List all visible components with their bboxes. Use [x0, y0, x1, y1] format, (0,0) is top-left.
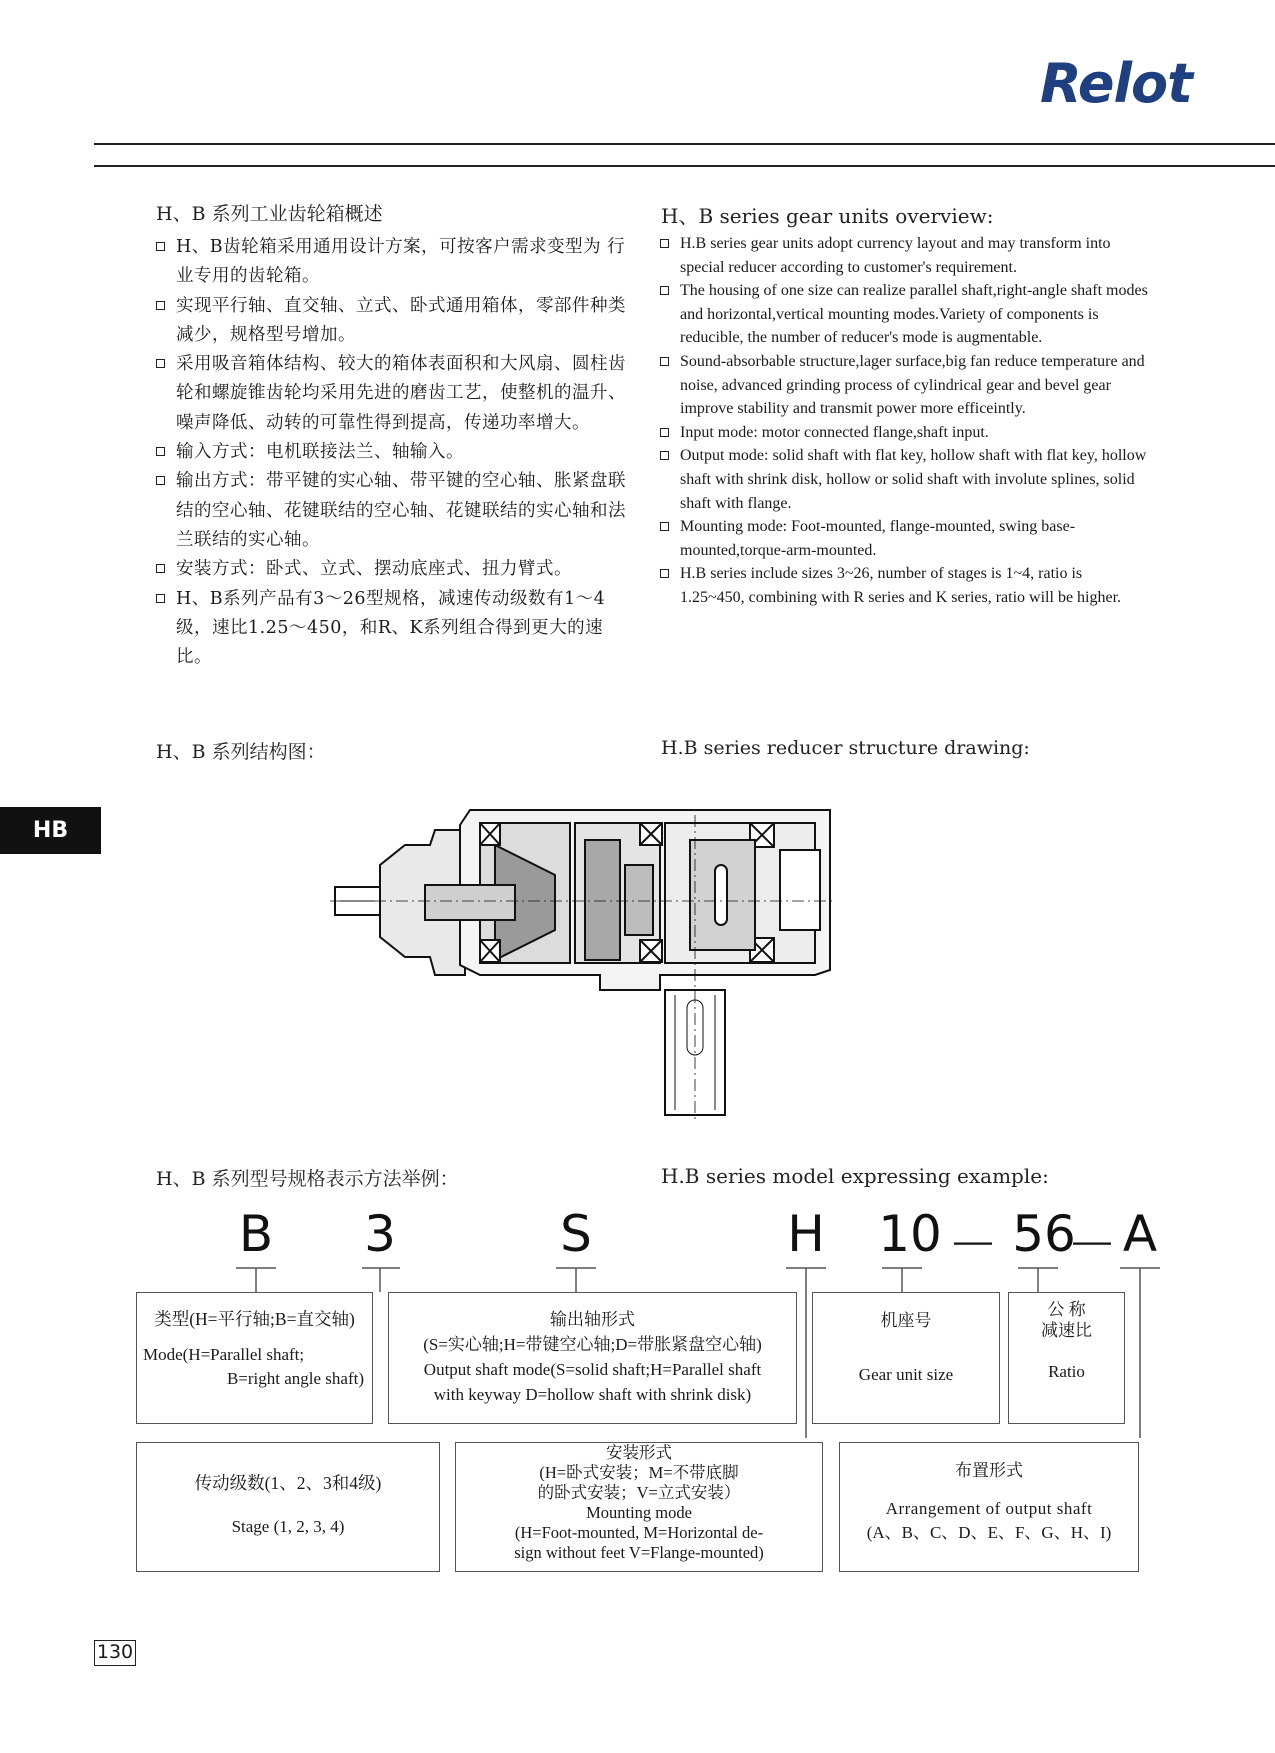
brand-logo [1040, 52, 1192, 115]
checkbox-bullet-icon [156, 301, 165, 310]
mounting-mode-box [455, 1442, 823, 1572]
checkbox-bullet-icon [156, 594, 165, 603]
mount-box-en-title: Mounting mode [586, 1503, 692, 1522]
checkbox-bullet-icon [156, 242, 165, 251]
checkbox-bullet-icon [660, 451, 669, 460]
mount-box-en-line3: sign without feet V=Flange-mounted) [514, 1543, 764, 1562]
model-title-cn: H、B 系列型号规格表示方法举例： [156, 1168, 459, 1190]
code-size-number: 10 [878, 1205, 942, 1263]
list-item: Output mode: solid shaft with flat key, hollow shaft with flat key, hollow shaft with shrink disk, hollow or solid shaft with involute splines, solid shaft with flange. [658, 444, 1148, 515]
checkbox-bullet-icon [156, 564, 165, 573]
structure-title-cn: H、B 系列结构图： [156, 741, 326, 763]
output-shaft-box-en-line1: Output shaft mode(S=solid shaft;H=Parallel shaft [423, 1360, 762, 1379]
checkbox-bullet-icon [660, 357, 669, 366]
overview-title-en: H、B series gear units overview: [661, 204, 994, 228]
overview-list-en [658, 232, 1148, 610]
mount-box-cn-line3: 的卧式安装；V=立式安装） [537, 1483, 741, 1502]
code-type-letter: B [238, 1205, 274, 1263]
output-shaft-box-cn-detail: (S=实心轴;H=带键空心轴;D=带胀紧盘空心轴) [423, 1335, 762, 1354]
list-item: 采用吸音箱体结构、较大的箱体表面积和大风扇、圆柱齿轮和螺旋锥齿轮均采用先进的磨齿工艺，使整机的温升、噪声降低、动转的可靠性得到提高，传递功率增大。 [154, 350, 632, 438]
arrangement-box-options: (A、B、C、D、E、F、G、H、I) [866, 1523, 1112, 1542]
ratio-box-cn-line2: 减速比 [1041, 1321, 1092, 1340]
type-box-en-line1: Mode(H=Parallel shaft; [143, 1345, 305, 1364]
size-box-en: Gear unit size [858, 1365, 954, 1384]
code-arrangement-letter: A [1122, 1205, 1158, 1263]
list-item: The housing of one size can realize parallel shaft,right-angle shaft modes and horizontal,vertical mounting modes.Variety of components is reducible, the number of reducer's mode is augmentable. [658, 279, 1148, 350]
output-shaft-box [388, 1292, 797, 1424]
list-item: Input mode: motor connected flange,shaft input. [658, 421, 1148, 445]
header-rule-bottom [94, 165, 1275, 167]
type-box-cn: 类型(H=平行轴;B=直交轴) [154, 1309, 355, 1329]
list-item: H.B series gear units adopt currency layout and may transform into special reducer according to customer's requirement. [658, 232, 1148, 279]
checkbox-bullet-icon [156, 476, 165, 485]
ratio-box-en: Ratio [1048, 1362, 1085, 1381]
overview-list-cn [154, 233, 632, 672]
stage-box-cn: 传动级数(1、2、3和4级) [194, 1473, 382, 1493]
list-item: H、B系列产品有3～26型规格，减速传动级数有1～4级，速比1.25～450，和R、K系列组合得到更大的速比。 [154, 585, 632, 673]
list-item: 输入方式：电机联接法兰、轴输入。 [154, 438, 632, 467]
ratio-box [1008, 1292, 1125, 1424]
list-item: 安装方式：卧式、立式、摆动底座式、扭力臂式。 [154, 555, 632, 584]
code-output-letter: S [560, 1205, 592, 1263]
code-dash: － [948, 1216, 998, 1274]
section-tab-hb: HB [0, 807, 101, 854]
size-box-cn: 机座号 [880, 1311, 932, 1330]
mount-box-cn-line2: (H=卧式安装；M=不带底脚 [539, 1463, 739, 1482]
list-item: 输出方式：带平键的实心轴、带平键的空心轴、胀紧盘联结的空心轴、花键联结的空心轴、花键联结的实心轴和法兰联结的实心轴。 [154, 467, 632, 555]
arrangement-box-en: Arrangement of output shaft [885, 1499, 1093, 1518]
brand-logo-text: Relot [1040, 52, 1192, 115]
list-item: H、B齿轮箱采用通用设计方案，可按客户需求变型为 行业专用的齿轮箱。 [154, 233, 632, 292]
checkbox-bullet-icon [660, 522, 669, 531]
checkbox-bullet-icon [660, 239, 669, 248]
list-item: H.B series include sizes 3~26, number of stages is 1~4, ratio is 1.25~450, combining with R series and K series, ratio will be higher. [658, 562, 1148, 609]
checkbox-bullet-icon [660, 569, 669, 578]
arrangement-box-cn: 布置形式 [955, 1461, 1023, 1480]
mount-box-cn-title: 安装形式 [606, 1443, 672, 1462]
ratio-box-cn-line1: 公 称 [1047, 1300, 1086, 1319]
checkbox-bullet-icon [660, 286, 669, 295]
code-ratio-number: 56 [1012, 1205, 1076, 1263]
page-number: 130 [94, 1640, 136, 1666]
checkbox-bullet-icon [156, 359, 165, 368]
gear-unit-cross-section-drawing [330, 805, 840, 1125]
checkbox-bullet-icon [156, 447, 165, 456]
list-item: Mounting mode: Foot-mounted, flange-mounted, swing base-mounted,torque-arm-mounted. [658, 515, 1148, 562]
output-shaft-box-cn-title: 输出轴形式 [550, 1310, 635, 1329]
stage-box-en: Stage (1, 2, 3, 4) [231, 1517, 345, 1536]
structure-title-en: H.B series reducer structure drawing: [661, 737, 1030, 759]
mount-box-en-line2: (H=Foot-mounted, M=Horizontal de- [514, 1523, 764, 1542]
type-box-en-line2: B=right angle shaft) [226, 1369, 364, 1388]
gear-unit-size-box [812, 1292, 1000, 1424]
type-box [136, 1292, 373, 1424]
list-item: Sound-absorbable structure,lager surface,big fan reduce temperature and noise, advanced grinding process of cylindrical gear and bevel gear improve stability and transmit power more efficeintly. [658, 350, 1148, 421]
overview-title-cn: H、B 系列工业齿轮箱概述 [156, 203, 383, 225]
header-rule-top [94, 143, 1275, 145]
code-dash: － [1067, 1216, 1117, 1274]
model-title-en: H.B series model expressing example: [661, 1164, 1049, 1188]
arrangement-box [839, 1442, 1139, 1572]
code-stage-digit: 3 [364, 1205, 396, 1263]
output-shaft-box-en-line2: with keyway D=hollow shaft with shrink disk) [433, 1385, 752, 1404]
stage-box [136, 1442, 440, 1572]
list-item: 实现平行轴、直交轴、立式、卧式通用箱体，零部件种类减少，规格型号增加。 [154, 292, 632, 351]
checkbox-bullet-icon [660, 428, 669, 437]
code-mount-letter: H [787, 1205, 825, 1263]
